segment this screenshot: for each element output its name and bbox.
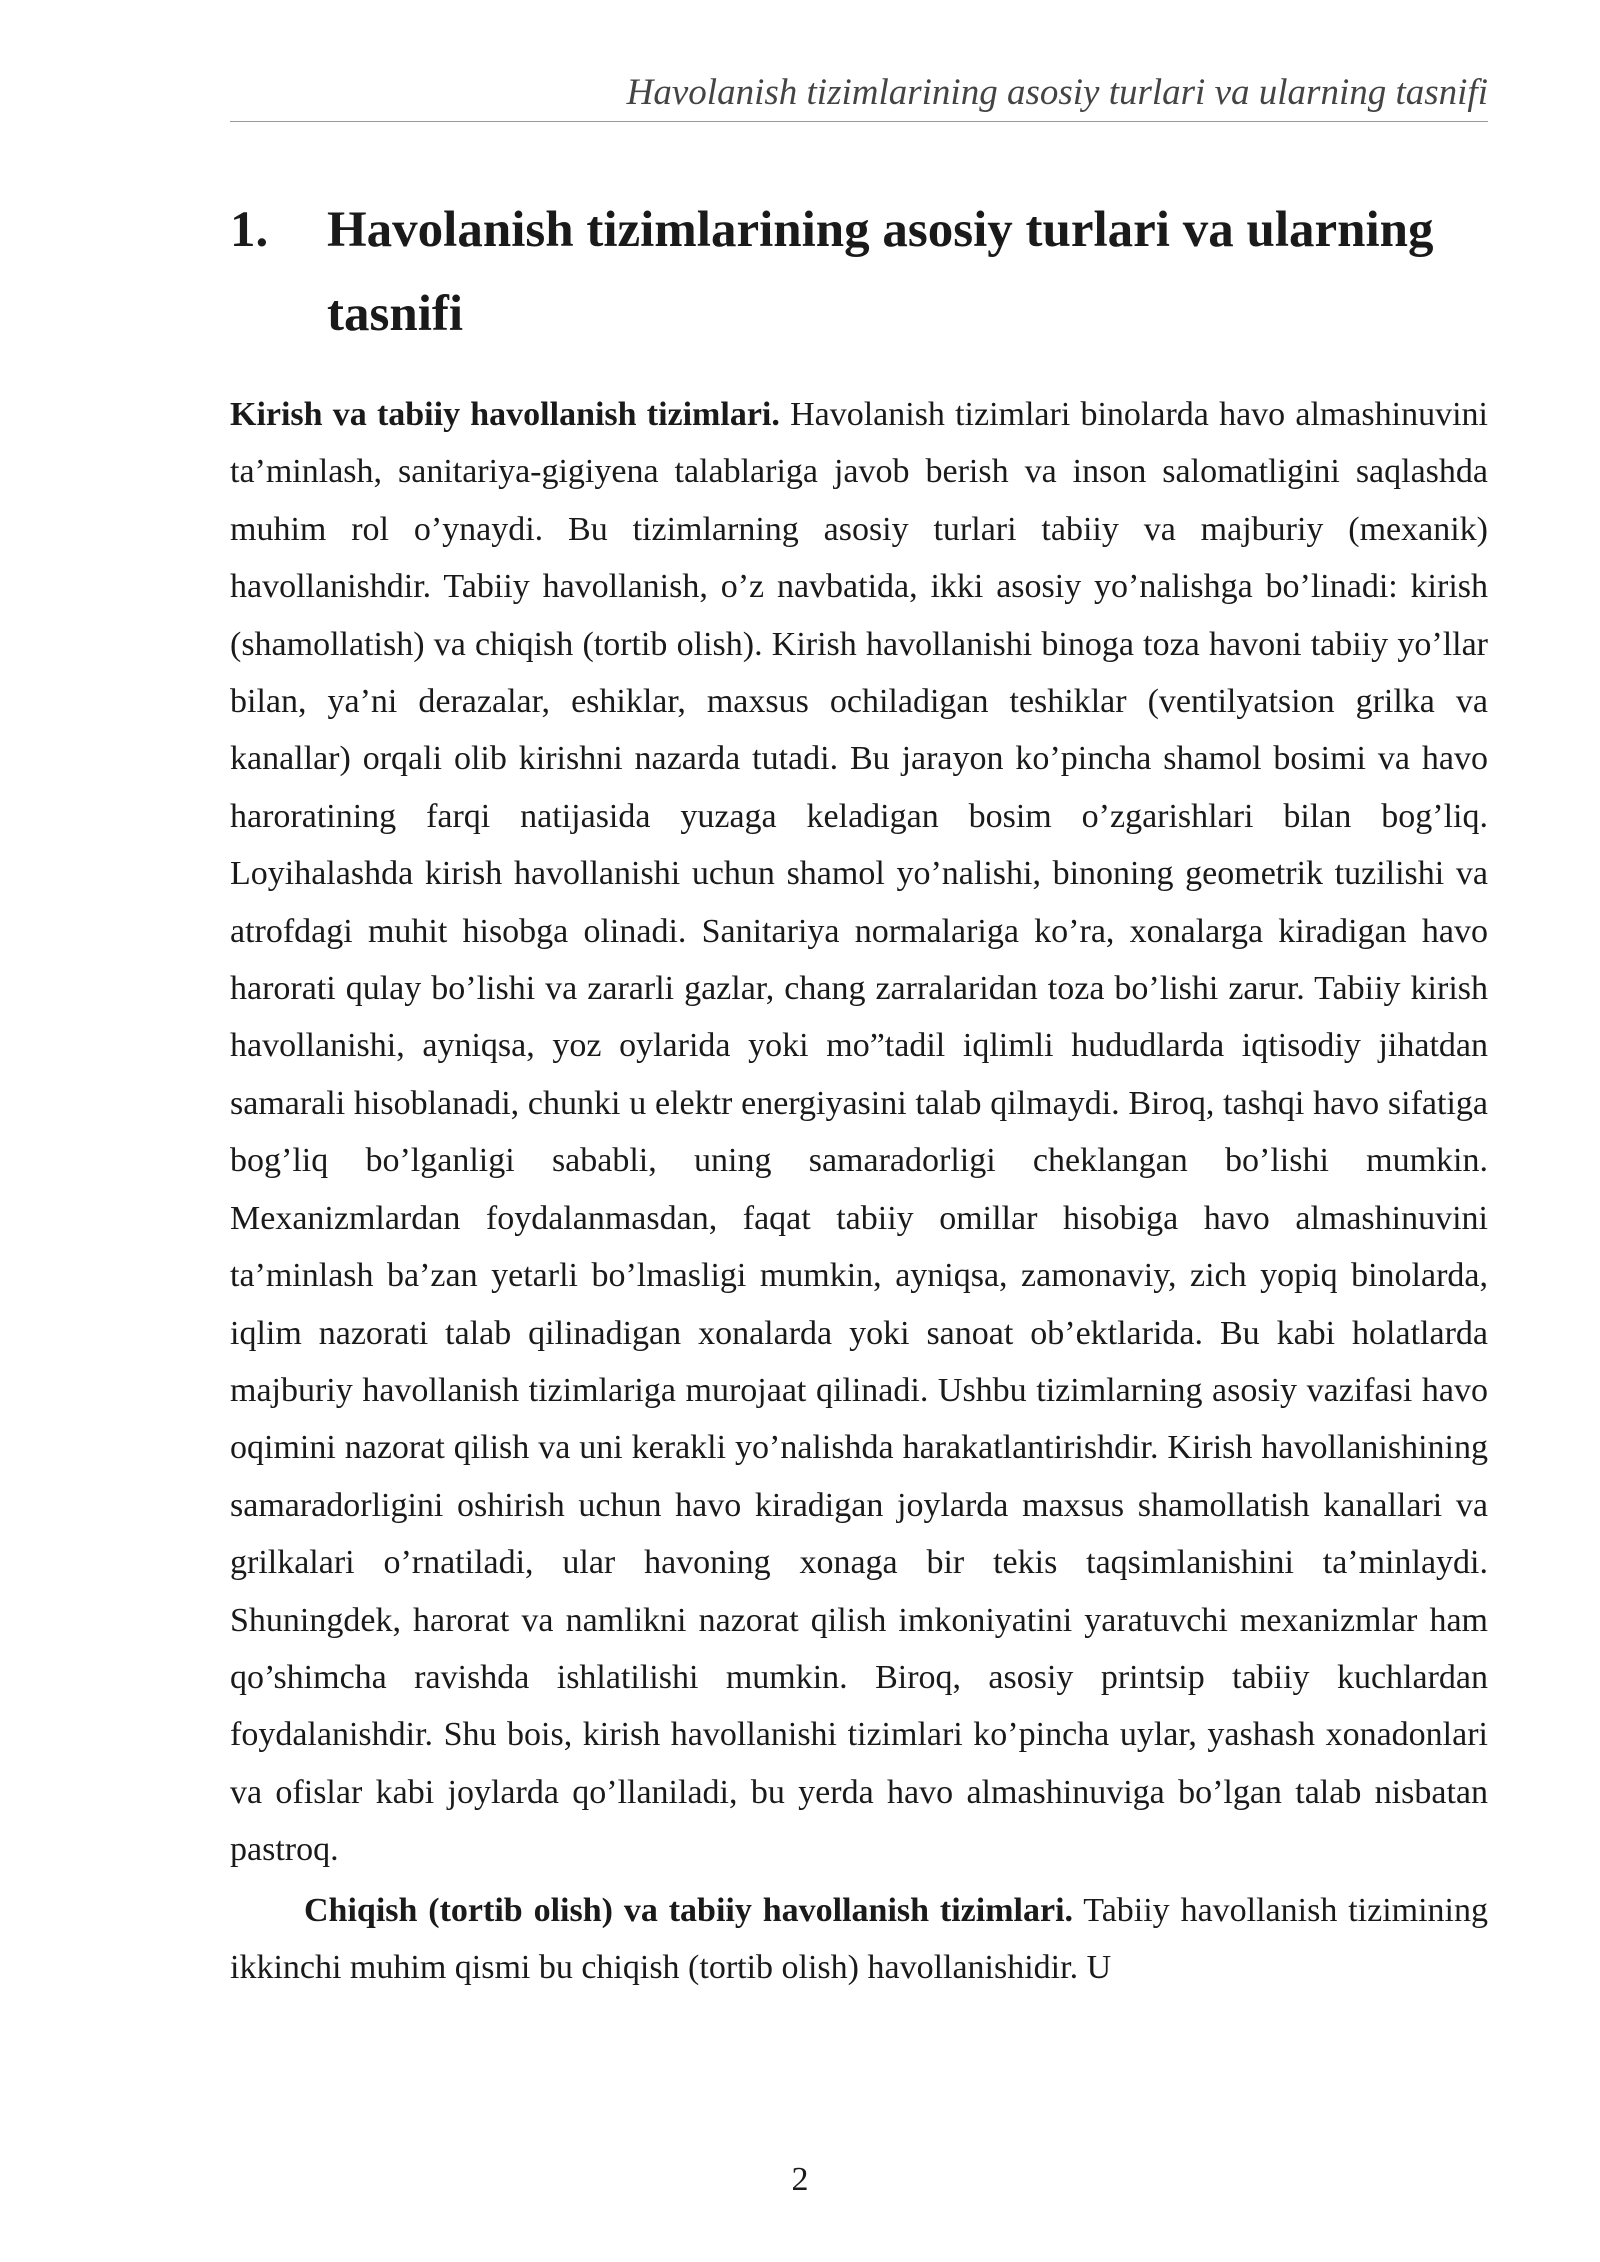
paragraph-intro [230, 386, 1488, 1879]
header-rule [230, 121, 1488, 122]
chapter-title: Havolanish tizimlarining asosiy turlari va ularning tasnifi [327, 202, 1434, 342]
body-text [230, 386, 1488, 1996]
chapter-heading [230, 188, 1488, 356]
running-header: Havolanish tizimlarining asosiy turlari va ularning tasnifi [626, 72, 1488, 113]
paragraph-text: Havolanish tizimlari binolarda havo almashinuvini ta’minlash, sanitariya-gigiyena talablariga javob berish va inson salomatligini saqlashda muhim rol o’ynaydi. Bu tizimlarning asosiy turlari tabiiy va majburiy (mexanik) havollanishdir. Tabiiy havollanish, o’z navbatida, ikki asosiy yo’nalishga bo’linadi: kirish (shamollatish) va chiqish (tortib olish). Kirish havollanishi binoga toza havoni tabiiy yo’llar bilan, ya’ni derazalar, eshiklar, maxsus ochiladigan teshiklar (ventilyatsion grilka va kanallar) orqali olib kirishni nazarda tutadi. Bu jarayon ko’pincha shamol bosimi va havo haroratining farqi natijasida yuzaga keladigan bosim o’zgarishlari bilan bog’liq. Loyihalashda kirish havollanishi uchun shamol yo’nalishi, binoning geometrik tuzilishi va atrofdagi muhit hisobga olinadi. Sanitariya normalariga ko’ra, xonalarga kiradigan havo harorati qulay bo’lishi va zararli gazlar, chang zarralaridan toza bo’lishi zarur. Tabiiy kirish havollanishi, ayniqsa, yoz oylarida yoki mo”tadil iqlimli hududlarda iqtisodiy jihatdan samarali hisoblanadi, chunki u elektr energiyasini talab qilmaydi. Biroq, tashqi havo sifatiga bog’liq bo’lganligi sababli, uning samaradorligi cheklangan bo’lishi mumkin. Mexanizmlardan foydalanmasdan, faqat tabiiy omillar hisobiga havo almashinuvini ta’minlash ba’zan yetarli bo’lmasligi mumkin, ayniqsa, zamonaviy, zich yopiq binolarda, iqlim nazorati talab qilinadigan xonalarda yoki sanoat ob’ektlarida. Bu kabi holatlarda majburiy havollanish tizimlariga murojaat qilinadi. Ushbu tizimlarning asosiy vazifasi havo oqimini nazorat qilish va uni kerakli yo’nalishda harakatlantirishdir. Kirish havollanishining samaradorligini oshirish uchun havo kiradigan joylarda maxsus shamollatish kanallari va grilkalari o’rnatiladi, ular havoning xonaga bir tekis taqsimlanishini ta’minlaydi. Shuningdek, harorat va namlikni nazorat qilish imkoniyatini yaratuvchi mexanizmlar ham qo’shimcha ravishda ishlatilishi mumkin. Biroq, asosiy printsip tabiiy kuchlardan foydalanishdir. Shu bois, kirish havollanishi tizimlari ko’pincha uylar, yashash xonadonlari va ofislar kabi joylarda qo’llaniladi, bu yerda havo almashinuviga bo’lgan talab nisbatan pastroq. [230, 396, 1488, 1869]
paragraph-exhaust [230, 1882, 1488, 1997]
paragraph-lead-heading: Kirish va tabiiy havollanish tizimlari. [230, 396, 780, 433]
paragraph-lead-heading: Chiqish (tortib olish) va tabiiy havollanish tizimlari. [304, 1891, 1074, 1929]
chapter-number: 1. [230, 202, 269, 258]
page-number: 2 [791, 2161, 809, 2198]
paragraph-text: Tabiiy havollanish tizimining ikkinchi muhim qismi bu chiqish (tortib olish) havollanishidir. U [230, 1891, 1488, 1986]
